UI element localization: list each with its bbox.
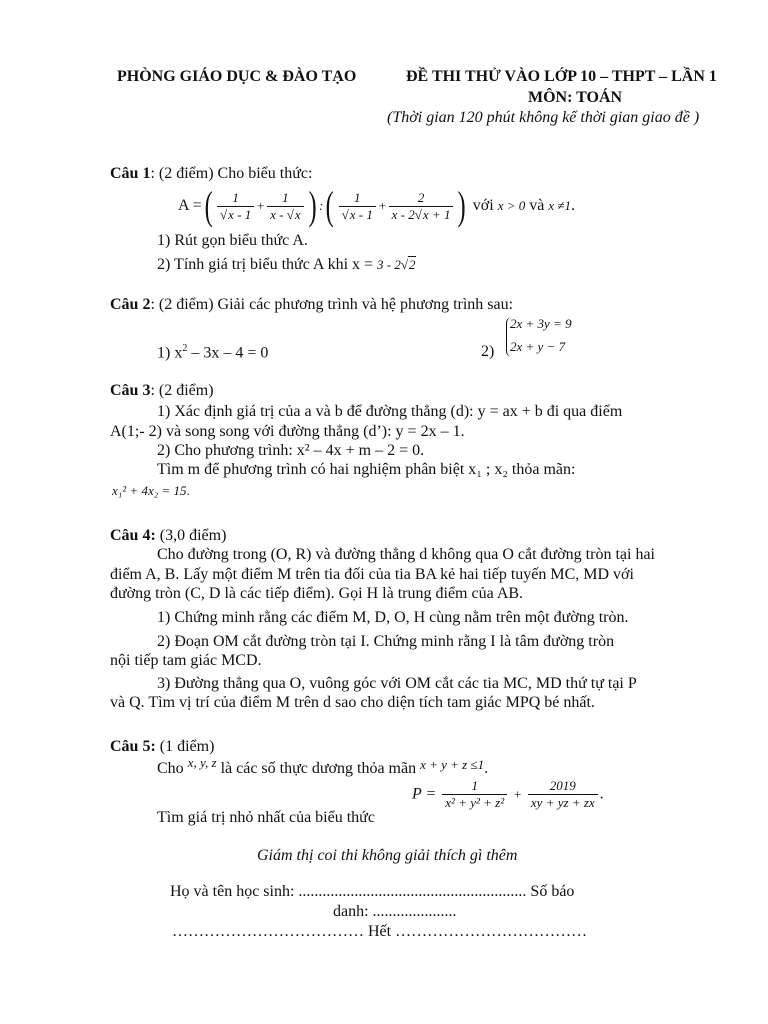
q5-variables: x, y, z <box>187 755 217 770</box>
q3-line-1: 1) Xác định giá trị của a và b để đường thẳng (d): y = ax + b đi qua điểm <box>157 403 623 420</box>
q1-item-2-value: 3 - 2√2 <box>377 257 416 272</box>
q3-condition: x₁² + 4x₂ = 15. <box>112 483 190 498</box>
condition-1: x > 0 <box>497 198 526 213</box>
q2-intro: : (2 điểm) Giải các phương trình và hệ phương trình sau: <box>150 296 514 313</box>
q5-frac-1-num: 1 <box>442 778 507 795</box>
q3-intro: : (2 điểm) <box>150 382 214 399</box>
frac-4 <box>389 190 454 223</box>
q5-heading <box>110 738 214 756</box>
q1-formula: A =( $\frac{1}{√x - 1}$ + $\frac{1}{x - √x}$ ) :( $\frac{1}{√x - 1}$ + $\frac{2}{x - 2√x + 1}$ ) với x > 0 và x ≠1. <box>178 183 576 228</box>
q5-frac-2 <box>528 778 598 811</box>
q2-item-2: 2) <box>481 343 495 360</box>
q4-label: Câu 4: <box>110 527 156 544</box>
frac-3 <box>339 190 376 223</box>
frac-3-den: √x - 1 <box>341 206 373 222</box>
student-name-line: Họ và tên học sinh: ......................................................... Số báo <box>170 883 575 900</box>
q5-constraint: x + y + z ≤1 <box>420 757 485 772</box>
q1-intro: : (2 điểm) Cho biểu thức: <box>150 165 313 182</box>
q3-heading <box>110 382 214 400</box>
exam-time: (Thời gian 120 phút không kể thời gian giao đề ) <box>387 109 700 126</box>
q2-label: Câu 2 <box>110 296 151 313</box>
condition-2: x ≠1 <box>548 198 572 213</box>
q3-label: Câu 3 <box>110 382 151 399</box>
frac-2-num: 1 <box>267 190 304 207</box>
frac-4-den: x - 2√x + 1 <box>391 206 451 222</box>
plus-sign-2: + <box>377 198 387 213</box>
frac-1 <box>217 190 254 223</box>
and-word: và <box>529 197 545 214</box>
q4-para-1: Cho đường trong (O, R) và đường thẳng d không qua O cắt đường tròn tại hai <box>157 546 655 563</box>
frac-1-num: 1 <box>217 190 254 207</box>
q5-expression: P = $\frac{1}{\text{x² + y² + z²}}$ + $\frac{2019}{xy + yz + zx}$ . <box>412 778 604 810</box>
system-eq-2: 2x + y − 7 <box>510 339 566 354</box>
q4-item-2b: nội tiếp tam giác MCD. <box>110 652 262 669</box>
end-marker: ……………………………… Hết ……………………………… <box>172 923 588 940</box>
frac-3-num: 1 <box>339 190 376 207</box>
close-paren-1: ) <box>308 183 317 228</box>
q5-frac-2-den: xy + yz + zx <box>530 795 595 810</box>
plus-sign-1: + <box>256 198 266 213</box>
q4-item-2a: 2) Đoạn OM cắt đường tròn tại I. Chứng minh rằng I là tâm đường tròn <box>157 633 615 650</box>
subject-title: MÔN: TOÁN <box>528 89 623 106</box>
q3-line-2: A(1;- 2) và song song với đường thẳng (d’): y = 2x – 1. <box>110 423 465 440</box>
q4-para-3: đường tròn (C, D là các tiếp điểm). Gọi H là trung điểm của AB. <box>110 585 524 602</box>
q1-item-1: 1) Rút gọn biểu thức A. <box>157 232 308 249</box>
q4-heading <box>110 527 226 545</box>
system-eq-1: 2x + 3y = 9 <box>510 316 572 331</box>
q5-frac-1-den: x² + y² + z² <box>445 795 505 810</box>
department-name: PHÒNG GIÁO DỤC & ĐÀO TẠO <box>117 68 357 85</box>
close-paren-2: ) <box>458 183 467 228</box>
frac-2 <box>267 190 304 223</box>
frac-2-den: x - √x <box>270 206 301 222</box>
open-paren-2: ( <box>325 183 334 228</box>
q4-item-3a: 3) Đường thẳng qua O, vuông góc với OM cắt các tia MC, MD thứ tự tại P <box>157 675 637 692</box>
invigilator-note: Giám thị coi thi không giải thích gì thêm <box>257 847 518 864</box>
q4-item-1: 1) Chứng minh rằng các điểm M, D, O, H cùng nằm trên một đường tròn. <box>157 609 629 626</box>
q4-intro: (3,0 điểm) <box>155 527 227 544</box>
frac-1-den: √x - 1 <box>220 206 252 222</box>
open-paren-1: ( <box>204 183 213 228</box>
q1-item-2-text: 2) Tính giá trị biểu thức A khi x = <box>157 256 374 273</box>
q5-find: Tìm giá trị nhỏ nhất của biểu thức <box>157 809 375 826</box>
q1-label: Câu 1 <box>110 165 151 182</box>
with-word: với <box>472 197 494 214</box>
q5-label: Câu 5: <box>110 738 156 755</box>
q1-item-2 <box>157 256 416 274</box>
q4-item-3b: và Q. Tìm vị trí của điểm M trên d sao cho diện tích tam giác MPQ bé nhất. <box>110 694 595 711</box>
q1-a-eq: A = <box>178 197 202 214</box>
q5-intro: (1 điểm) <box>155 738 215 755</box>
q2-heading <box>110 296 513 314</box>
frac-4-num: 2 <box>389 190 454 207</box>
q5-frac-2-num: 2019 <box>528 778 598 795</box>
q3-line-3: 2) Cho phương trình: x² – 4x + m – 2 = 0. <box>157 442 425 459</box>
q2-item-1: 1) $x^2 - 3x - 4 = 0$ <box>157 343 269 362</box>
exam-title: ĐỀ THI THỬ VÀO LỚP 10 – THPT – LẦN 1 <box>406 68 717 85</box>
divide-sign: : <box>318 198 324 213</box>
p-equals: P = <box>412 785 437 803</box>
student-id-line: danh: ..................... <box>333 903 457 920</box>
q5-frac-1 <box>442 778 507 811</box>
q4-para-2: điểm A, B. Lấy một điểm M trên tia đối của tia BA kẻ hai tiếp tuyến MC, MD với <box>110 566 634 583</box>
q5-line-1: Cho $^{x, y, z}$ là các số thực dương thỏa mãn $^{x + y + z \le 1}$. <box>157 755 489 777</box>
q3-line-4: Tìm m để phương trình có hai nghiệm phân biệt x₁ ; x₂ thỏa mãn: <box>157 461 576 478</box>
q1-heading <box>110 165 312 183</box>
